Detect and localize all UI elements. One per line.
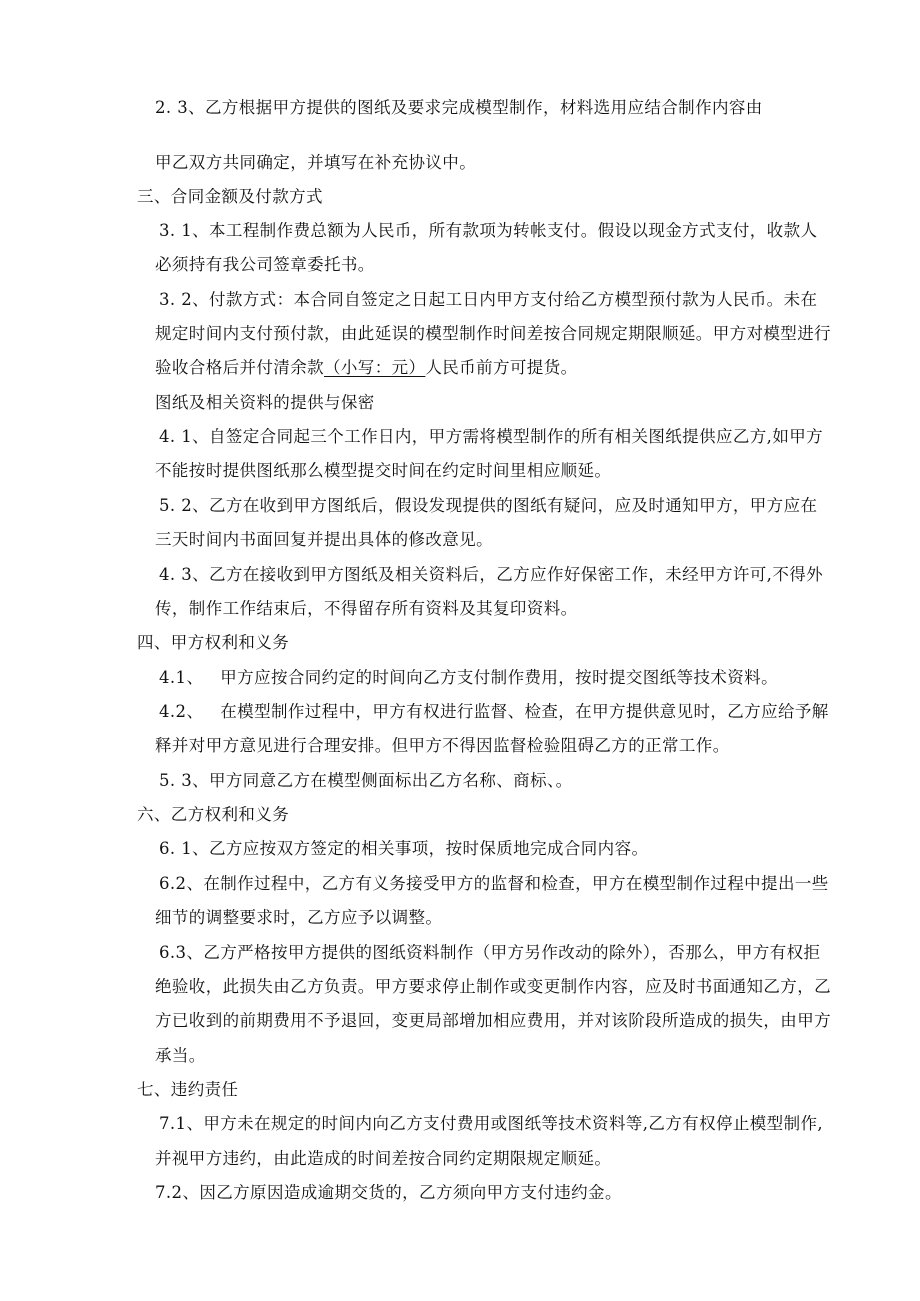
- clause-6-2-line-1: 6.2、在制作过程中，乙方有义务接受甲方的监督和检查，甲方在模型制作过程中提出一些: [159, 874, 829, 893]
- section-3-heading: 三、合同金额及付款方式: [137, 187, 323, 206]
- section-drawings-heading: 图纸及相关资料的提供与保密: [155, 393, 375, 412]
- clause-4-2-line-1: 4.2、 在模型制作过程中，甲方有权进行监督、检查，在甲方提供意见时，乙方应给予解: [159, 702, 829, 721]
- clause-6-2-line-2: 细节的调整要求时，乙方应予以调整。: [155, 908, 443, 927]
- clause-2-3-line-1: 2. 3、乙方根据甲方提供的图纸及要求完成模型制作，材料选用应结合制作内容由: [155, 98, 763, 117]
- clause-4-1-line-1: 4. 1、自签定合同起三个工作日内，甲方需将模型制作的所有相关图纸提供应乙方,如甲方: [159, 427, 824, 446]
- clause-4-3-line-1: 4. 3、乙方在接收到甲方图纸及相关资料后，乙方应作好保密工作，未经甲方许可,不得外: [159, 565, 824, 584]
- clause-6-3-line-3: 方已收到的前期费用不予退回，变更局部增加相应费用，并对该阶段所造成的损失，由甲方: [155, 1011, 831, 1030]
- clause-5-3: 5. 3、甲方同意乙方在模型侧面标出乙方名称、商标、。: [159, 771, 573, 790]
- clause-3-2-text: 验收合格后并付清余款: [155, 358, 324, 377]
- clause-7-1-line-2: 并视甲方违约，由此造成的时间差按合同约定期限规定顺延。: [155, 1149, 612, 1168]
- clause-4-1-line-2: 不能按时提供图纸那么模型提交时间在约定时间里相应顺延。: [155, 461, 612, 480]
- clause-5-2-line-2: 三天时间内书面回复并提出具体的修改意见。: [155, 530, 493, 549]
- clause-6-1: 6. 1、乙方应按双方签定的相关事项，按时保质地完成合同内容。: [159, 839, 649, 858]
- clause-3-2-line-2: 规定时间内支付预付款，由此延误的模型制作时间差按合同规定期限顺延。甲方对模型进行: [155, 324, 831, 343]
- clause-6-3-line-4: 承当。: [155, 1046, 206, 1065]
- clause-5-2-line-1: 5. 2、乙方在收到甲方图纸后，假设发现提供的图纸有疑问，应及时通知甲方，甲方应在: [159, 496, 818, 515]
- clause-3-2-line-3: [155, 354, 578, 378]
- section-7-heading: 七、违约责任: [137, 1080, 239, 1099]
- clause-6-3-line-2: 绝验收，此损失由乙方负责。甲方要求停止制作或变更制作内容，应及时书面通知乙方，乙: [155, 977, 831, 996]
- section-6-heading: 六、乙方权利和义务: [137, 805, 290, 824]
- clause-4-2-line-2: 释并对甲方意见进行合理安排。但甲方不得因监督检验阻碍乙方的正常工作。: [155, 736, 730, 755]
- clause-4-1b: 4.1、 甲方应按合同约定的时间向乙方支付制作费用，按时提交图纸等技术资料。: [159, 668, 778, 687]
- clause-7-1-line-1: 7.1、甲方未在规定的时间内向乙方支付费用或图纸等技术资料等,乙方有权停止模型制作,: [159, 1114, 824, 1133]
- clause-3-1-line-1: 3. 1、本工程制作费总额为人民币，所有款项为转帐支付。假设以现金方式支付，收款人: [159, 221, 818, 240]
- section-4-heading: 四、甲方权利和义务: [137, 633, 290, 652]
- clause-3-2-text-end: 人民币前方可提货。: [425, 358, 578, 377]
- clause-4-3-line-2: 传，制作工作结束后，不得留存所有资料及其复印资料。: [155, 599, 578, 618]
- clause-2-3-line-2: 甲乙双方共同确定，并填写在补充协议中。: [155, 153, 477, 172]
- amount-blank: （小写：元）: [324, 358, 426, 377]
- clause-3-1-line-2: 必须持有我公司签章委托书。: [155, 255, 375, 274]
- clause-7-2: 7.2、因乙方原因造成逾期交货的，乙方须向甲方支付违约金。: [155, 1183, 622, 1202]
- clause-6-3-line-1: 6.3、乙方严格按甲方提供的图纸资料制作（甲方另作改动的除外），否那么，甲方有权拒: [159, 943, 821, 962]
- clause-3-2-line-1: 3. 2、付款方式：本合同自签定之日起工日内甲方支付给乙方模型预付款为人民币。未在: [159, 290, 818, 309]
